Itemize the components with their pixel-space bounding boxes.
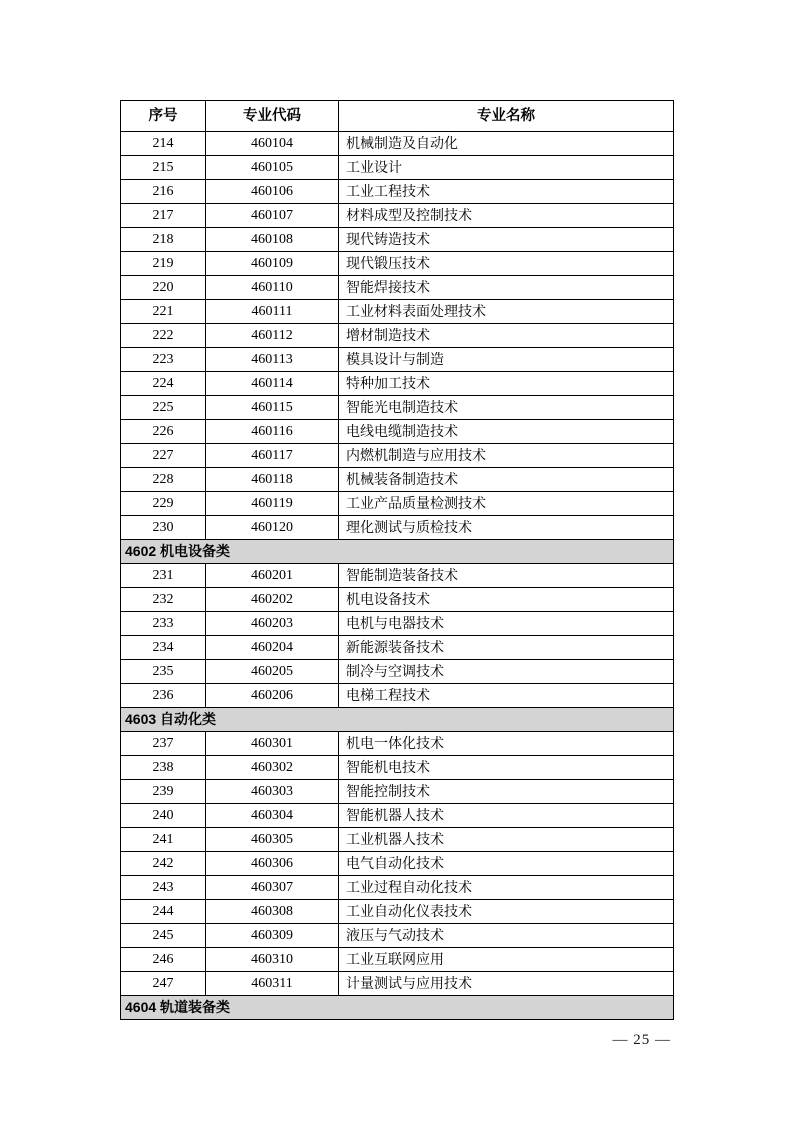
seq-cell: 231 xyxy=(121,564,206,588)
name-cell: 机械制造及自动化 xyxy=(339,132,674,156)
table-row xyxy=(121,756,674,780)
code-cell: 460116 xyxy=(206,420,339,444)
code-cell: 460307 xyxy=(206,876,339,900)
table-row xyxy=(121,948,674,972)
seq-cell: 247 xyxy=(121,972,206,996)
seq-cell: 227 xyxy=(121,444,206,468)
seq-cell: 246 xyxy=(121,948,206,972)
name-cell: 智能机电技术 xyxy=(339,756,674,780)
page-number: — 25 — xyxy=(612,1032,671,1048)
name-cell: 制冷与空调技术 xyxy=(339,660,674,684)
name-cell: 工业机器人技术 xyxy=(339,828,674,852)
code-cell: 460302 xyxy=(206,756,339,780)
table-row xyxy=(121,564,674,588)
table-row xyxy=(121,612,674,636)
table-row xyxy=(121,804,674,828)
code-cell: 460308 xyxy=(206,900,339,924)
section-label: 4602 机电设备类 xyxy=(121,540,674,564)
table-row xyxy=(121,684,674,708)
code-cell: 460311 xyxy=(206,972,339,996)
code-cell: 460206 xyxy=(206,684,339,708)
code-cell: 460105 xyxy=(206,156,339,180)
name-cell: 内燃机制造与应用技术 xyxy=(339,444,674,468)
code-cell: 460109 xyxy=(206,252,339,276)
table-row xyxy=(121,180,674,204)
seq-cell: 235 xyxy=(121,660,206,684)
code-cell: 460120 xyxy=(206,516,339,540)
name-cell: 电机与电器技术 xyxy=(339,612,674,636)
code-cell: 460118 xyxy=(206,468,339,492)
seq-cell: 236 xyxy=(121,684,206,708)
seq-cell: 226 xyxy=(121,420,206,444)
seq-cell: 215 xyxy=(121,156,206,180)
code-cell: 460106 xyxy=(206,180,339,204)
seq-cell: 216 xyxy=(121,180,206,204)
table-row xyxy=(121,972,674,996)
seq-cell: 239 xyxy=(121,780,206,804)
code-cell: 460104 xyxy=(206,132,339,156)
seq-cell: 238 xyxy=(121,756,206,780)
table-row xyxy=(121,636,674,660)
code-cell: 460205 xyxy=(206,660,339,684)
name-cell: 液压与气动技术 xyxy=(339,924,674,948)
table-row xyxy=(121,348,674,372)
table-row xyxy=(121,372,674,396)
table-row xyxy=(121,828,674,852)
code-cell: 460303 xyxy=(206,780,339,804)
table-row xyxy=(121,780,674,804)
name-cell: 材料成型及控制技术 xyxy=(339,204,674,228)
code-cell: 460114 xyxy=(206,372,339,396)
seq-cell: 232 xyxy=(121,588,206,612)
name-cell: 智能控制技术 xyxy=(339,780,674,804)
table-row xyxy=(121,300,674,324)
name-cell: 工业设计 xyxy=(339,156,674,180)
seq-cell: 225 xyxy=(121,396,206,420)
table-row xyxy=(121,900,674,924)
table-row xyxy=(121,420,674,444)
section-row xyxy=(121,996,674,1020)
name-cell: 电线电缆制造技术 xyxy=(339,420,674,444)
section-label: 4603 自动化类 xyxy=(121,708,674,732)
table-row xyxy=(121,444,674,468)
table-row xyxy=(121,276,674,300)
name-cell: 电梯工程技术 xyxy=(339,684,674,708)
table-row xyxy=(121,228,674,252)
table-header xyxy=(121,101,674,132)
code-cell: 460305 xyxy=(206,828,339,852)
table-row xyxy=(121,252,674,276)
table-row xyxy=(121,516,674,540)
name-cell: 新能源装备技术 xyxy=(339,636,674,660)
name-cell: 增材制造技术 xyxy=(339,324,674,348)
seq-cell: 222 xyxy=(121,324,206,348)
seq-cell: 237 xyxy=(121,732,206,756)
seq-cell: 224 xyxy=(121,372,206,396)
table-row xyxy=(121,924,674,948)
table-row xyxy=(121,468,674,492)
table-row xyxy=(121,324,674,348)
name-cell: 机电一体化技术 xyxy=(339,732,674,756)
seq-cell: 221 xyxy=(121,300,206,324)
name-cell: 工业材料表面处理技术 xyxy=(339,300,674,324)
code-cell: 460113 xyxy=(206,348,339,372)
name-cell: 工业工程技术 xyxy=(339,180,674,204)
section-row xyxy=(121,708,674,732)
name-cell: 智能制造装备技术 xyxy=(339,564,674,588)
code-cell: 460201 xyxy=(206,564,339,588)
seq-cell: 223 xyxy=(121,348,206,372)
header-seq: 序号 xyxy=(121,101,206,132)
table-row xyxy=(121,660,674,684)
table-row xyxy=(121,588,674,612)
name-cell: 智能机器人技术 xyxy=(339,804,674,828)
seq-cell: 230 xyxy=(121,516,206,540)
seq-cell: 220 xyxy=(121,276,206,300)
header-code: 专业代码 xyxy=(206,101,339,132)
code-cell: 460306 xyxy=(206,852,339,876)
name-cell: 理化测试与质检技术 xyxy=(339,516,674,540)
code-cell: 460111 xyxy=(206,300,339,324)
code-cell: 460108 xyxy=(206,228,339,252)
seq-cell: 214 xyxy=(121,132,206,156)
seq-cell: 244 xyxy=(121,900,206,924)
code-cell: 460112 xyxy=(206,324,339,348)
code-cell: 460203 xyxy=(206,612,339,636)
seq-cell: 233 xyxy=(121,612,206,636)
table-body xyxy=(121,132,674,1020)
section-row xyxy=(121,540,674,564)
table-row xyxy=(121,852,674,876)
table-row xyxy=(121,204,674,228)
code-cell: 460202 xyxy=(206,588,339,612)
name-cell: 工业互联网应用 xyxy=(339,948,674,972)
name-cell: 特种加工技术 xyxy=(339,372,674,396)
seq-cell: 241 xyxy=(121,828,206,852)
seq-cell: 242 xyxy=(121,852,206,876)
name-cell: 智能焊接技术 xyxy=(339,276,674,300)
code-cell: 460310 xyxy=(206,948,339,972)
name-cell: 现代锻压技术 xyxy=(339,252,674,276)
seq-cell: 228 xyxy=(121,468,206,492)
code-cell: 460119 xyxy=(206,492,339,516)
name-cell: 工业过程自动化技术 xyxy=(339,876,674,900)
name-cell: 现代铸造技术 xyxy=(339,228,674,252)
seq-cell: 240 xyxy=(121,804,206,828)
name-cell: 机电设备技术 xyxy=(339,588,674,612)
seq-cell: 245 xyxy=(121,924,206,948)
code-cell: 460117 xyxy=(206,444,339,468)
table-row xyxy=(121,732,674,756)
name-cell: 机械装备制造技术 xyxy=(339,468,674,492)
code-cell: 460309 xyxy=(206,924,339,948)
code-cell: 460304 xyxy=(206,804,339,828)
code-cell: 460204 xyxy=(206,636,339,660)
name-cell: 计量测试与应用技术 xyxy=(339,972,674,996)
name-cell: 智能光电制造技术 xyxy=(339,396,674,420)
code-cell: 460115 xyxy=(206,396,339,420)
seq-cell: 218 xyxy=(121,228,206,252)
name-cell: 工业自动化仪表技术 xyxy=(339,900,674,924)
table-row xyxy=(121,132,674,156)
seq-cell: 234 xyxy=(121,636,206,660)
name-cell: 电气自动化技术 xyxy=(339,852,674,876)
seq-cell: 219 xyxy=(121,252,206,276)
code-cell: 460107 xyxy=(206,204,339,228)
header-name: 专业名称 xyxy=(339,101,674,132)
seq-cell: 243 xyxy=(121,876,206,900)
table-row xyxy=(121,876,674,900)
section-label: 4604 轨道装备类 xyxy=(121,996,674,1020)
major-code-table xyxy=(120,100,674,1020)
code-cell: 460110 xyxy=(206,276,339,300)
table-row xyxy=(121,396,674,420)
name-cell: 模具设计与制造 xyxy=(339,348,674,372)
table-row xyxy=(121,156,674,180)
code-cell: 460301 xyxy=(206,732,339,756)
name-cell: 工业产品质量检测技术 xyxy=(339,492,674,516)
seq-cell: 217 xyxy=(121,204,206,228)
seq-cell: 229 xyxy=(121,492,206,516)
table-row xyxy=(121,492,674,516)
